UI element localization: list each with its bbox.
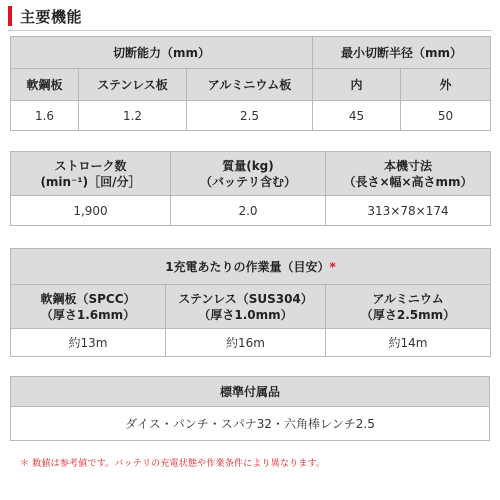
- dimensions-value: 313×78×174: [326, 196, 491, 226]
- aluminum-work-value: 約14m: [326, 329, 491, 357]
- accessories-header: 標準付属品: [11, 377, 490, 407]
- outer-radius-value: 50: [401, 101, 491, 131]
- weight-value: 2.0: [171, 196, 326, 226]
- footnote: ＊ 数値は参考値です。バッテリの充電状態や作業条件により異なります。: [20, 459, 326, 469]
- stroke-rate-unit: (min⁻¹)［回/分］: [40, 174, 141, 189]
- asterisk-mark: *: [329, 260, 336, 274]
- aluminum-value: 2.5: [187, 101, 313, 131]
- dimensions-label: 本機寸法: [383, 158, 432, 173]
- aluminum-thickness: （厚さ2.5mm）: [360, 307, 456, 322]
- stainless-header: [166, 285, 326, 329]
- dimensions-unit: （長さ×幅×高さmm）: [343, 174, 473, 189]
- stainless-value: 1.2: [79, 101, 187, 131]
- outer-radius-subheader: 外: [401, 69, 491, 101]
- work-per-charge-header: [11, 249, 491, 285]
- weight-label: 質量(kg): [222, 158, 274, 173]
- cutting-capacity-table: [10, 36, 491, 131]
- stroke-rate-label: ストローク数: [54, 158, 127, 173]
- mild-steel-thickness: （厚さ1.6mm）: [40, 307, 136, 322]
- weight-header: [171, 152, 326, 196]
- accessories-table: [10, 376, 490, 441]
- work-per-charge-title: 1充電あたりの作業量（目安）: [165, 260, 330, 274]
- dimensions-header: [326, 152, 491, 196]
- stainless-subheader: ステンレス板: [79, 69, 187, 101]
- section-header: [8, 5, 82, 27]
- weight-note: （バッテリ含む）: [199, 174, 296, 189]
- cutting-capacity-header: 切断能力（mm）: [11, 37, 313, 69]
- aluminum-label: アルミニウム: [372, 291, 444, 306]
- inner-radius-value: 45: [313, 101, 401, 131]
- mild-steel-work-value: 約13m: [11, 329, 166, 357]
- stainless-label: ステンレス（SUS304）: [178, 291, 313, 306]
- mild-steel-subheader: 軟鋼板: [11, 69, 79, 101]
- min-radius-header: 最小切断半径（mm）: [313, 37, 491, 69]
- mild-steel-label: 軟鋼板（SPCC）: [40, 291, 136, 306]
- work-per-charge-table: [10, 248, 491, 357]
- accessories-value: ダイス・パンチ・スパナ32・六角棒レンチ2.5: [11, 407, 490, 441]
- aluminum-subheader: アルミニウム板: [187, 69, 313, 101]
- mild-steel-header: [11, 285, 166, 329]
- stainless-work-value: 約16m: [166, 329, 326, 357]
- section-title: 主要機能: [20, 7, 83, 26]
- stroke-rate-value: 1,900: [11, 196, 171, 226]
- title-accent-bar: [8, 6, 12, 26]
- mild-steel-value: 1.6: [11, 101, 79, 131]
- stainless-thickness: （厚さ1.0mm）: [198, 307, 293, 322]
- stroke-rate-header: [11, 152, 171, 196]
- inner-radius-subheader: 内: [313, 69, 401, 101]
- aluminum-header: [326, 285, 491, 329]
- specs-table: [10, 151, 491, 226]
- title-divider: [8, 30, 492, 31]
